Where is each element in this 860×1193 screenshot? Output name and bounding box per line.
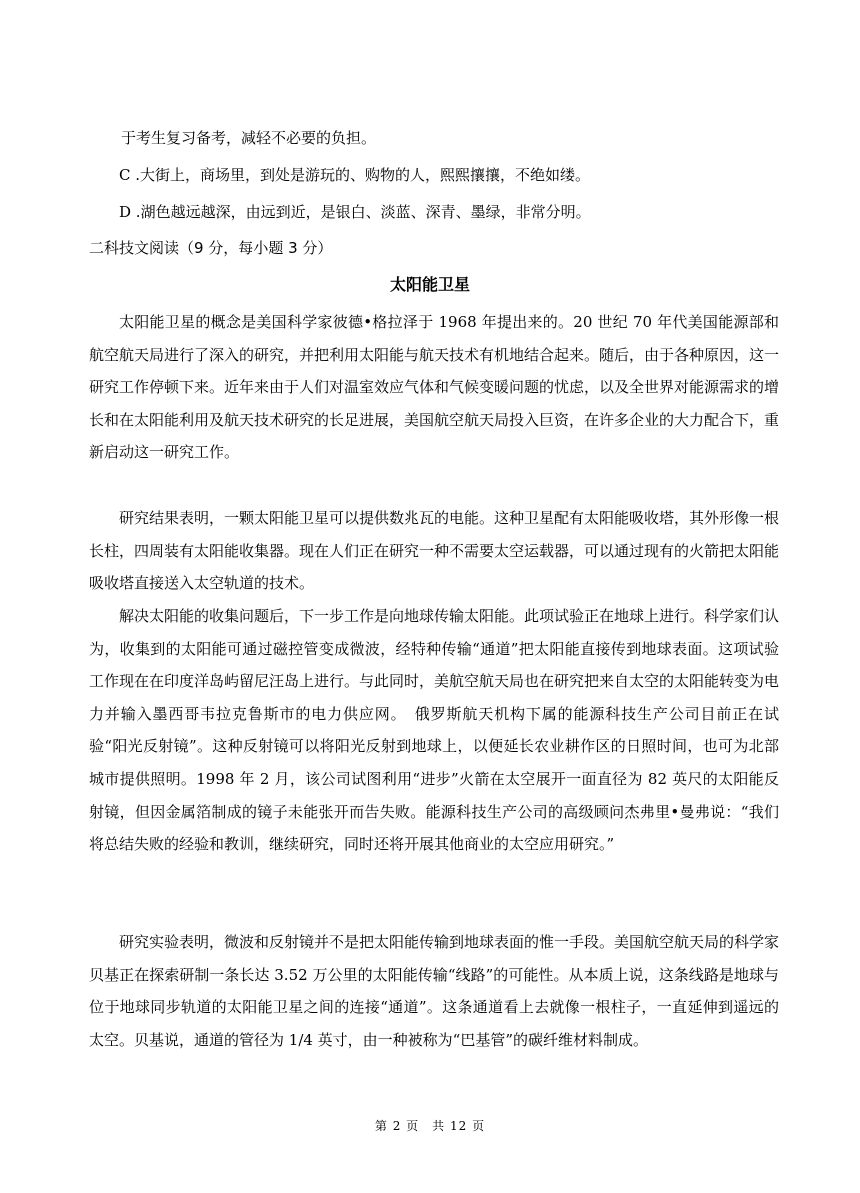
- page-number: 第 2 页 共 12 页: [374, 1119, 486, 1133]
- option-d: D .湖色越远越深，由远到近，是银白、淡蓝、深青、墨绿，非常分明。: [119, 203, 591, 221]
- article-paragraph: 研究实验表明，微波和反射镜并不是把太阳能传输到地球表面的惟一手段。美国航空航天局的科学家贝基正在探索研制一条长达 3.52 万公里的太阳能传输“线路”的可能性。从本质上说，这条线路是地球与位于地球同步轨道的太阳能卫星之间的连接“通道”。这条通道看上去就像一根柱子，一直延伸到遥远的太空。贝基说，通道的管径为 1/4 英寸，由一种被称为“巴基管”的碳纤维材料制成。: [89, 933, 780, 1049]
- section-heading: 二科技文阅读（9 分，每小题 3 分）: [89, 239, 333, 257]
- carryover-line: 于考生复习备考，减轻不必要的负担。: [121, 129, 377, 147]
- option-c: C .大街上，商场里，到处是游玩的、购物的人，熙熙攘攘，不绝如缕。: [119, 166, 591, 184]
- article-paragraph: 解决太阳能的收集问题后，下一步工作是向地球传输太阳能。此项试验正在地球上进行。科学家们认为，收集到的太阳能可通过磁控管变成微波，经特种传输“通道”把太阳能直接传到地球表面。这项试验工作现在在印度洋岛屿留尼汪岛上进行。与此同时，美航空航天局也在研究把来自太空的太阳能转变为电力并输入墨西哥韦拉克鲁斯市的电力供应网。 俄罗斯航天机构下属的能源科技生产公司目前正在试验“阳光反射镜”。这种反射镜可以将阳光反射到地球上，以便延长农业耕作区的日照时间，也可为北部城市提供照明。1998 年 2 月，该公司试图利用“进步”火箭在太空展开一面直径为 82 英尺的太阳能反射镜，但因金属箔制成的镜子未能张开而告失败。能源科技生产公司的高级顾问杰弗里•曼弗说：“我们将总结失败的经验和教训，继续研究，同时还将开展其他商业的太空应用研究。”: [89, 607, 780, 854]
- article-paragraph: 研究结果表明，一颗太阳能卫星可以提供数兆瓦的电能。这种卫星配有太阳能吸收塔，其外形像一根长柱，四周装有太阳能收集器。现在人们正在研究一种不需要太空运载器，可以通过现有的火箭把太阳能吸收塔直接送入太空轨道的技术。: [89, 509, 780, 593]
- article-paragraph: 太阳能卫星的概念是美国科学家彼德•格拉泽于 1968 年提出来的。20 世纪 70 年代美国能源部和航空航天局进行了深入的研究，并把利用太阳能与航天技术有机地结合起来。随后，由于各种原因，这一研究工作停顿下来。近年来由于人们对温室效应气体和气候变暖问题的忧虑，以及全世界对能源需求的增长和在太阳能利用及航天技术研究的长足进展，美国航空航天局投入巨资，在许多企业的大力配合下，重新启动这一研究工作。: [89, 313, 780, 462]
- article-title: 太阳能卫星: [389, 275, 470, 294]
